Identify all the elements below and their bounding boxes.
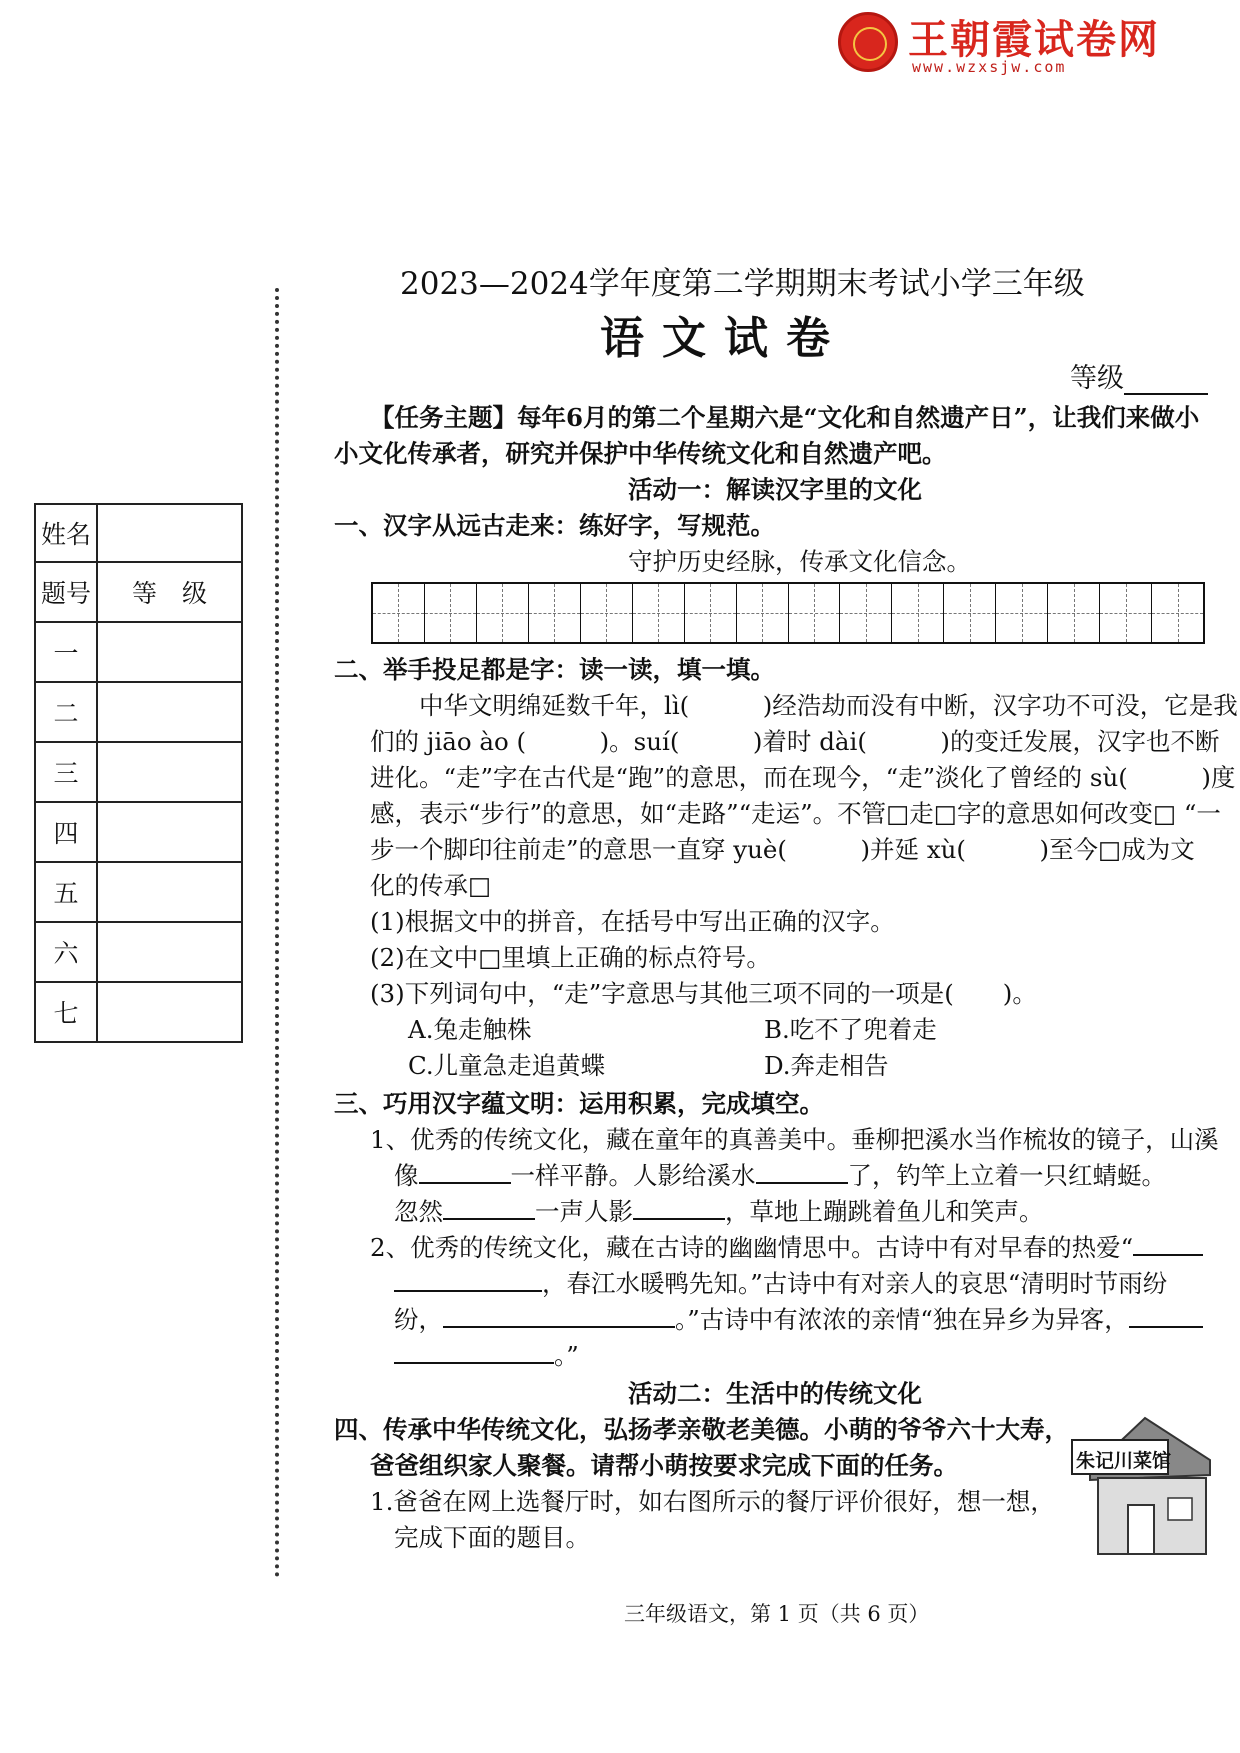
q4-p1-line-2: 完成下面的题目。 — [394, 1523, 590, 1552]
grid-cell[interactable] — [373, 584, 425, 642]
grid-cell[interactable] — [581, 584, 633, 642]
grade-cell[interactable] — [97, 742, 242, 802]
grid-cell[interactable] — [1048, 584, 1100, 642]
text: 一声人影 — [535, 1197, 633, 1226]
grid-cell[interactable] — [633, 584, 685, 642]
page-footer: 三年级语文，第 1 页（共 6 页） — [624, 1602, 930, 1626]
q4-p1-line-1: 1.爸爸在网上选餐厅时，如右图所示的餐厅评价很好，想一想， — [370, 1487, 1055, 1516]
activity-1-heading: 活动一：解读汉字里的文化 — [628, 475, 922, 504]
q3-p1-line-1: 1、优秀的传统文化，藏在童年的真善美中。垂柳把溪水当作梳妆的镜子，山溪 — [370, 1125, 1219, 1154]
q2-option-d[interactable]: D.奔走相告 — [764, 1051, 889, 1080]
grade-cell[interactable] — [97, 982, 242, 1042]
text: ，草地上蹦跳着鱼儿和笑声。 — [725, 1197, 1044, 1226]
name-label: 姓名 — [35, 504, 97, 562]
q3-p2-line-3 — [394, 1302, 1203, 1338]
intro-line-2: 小文化传承者，研究并保护中华传统文化和自然遗产吧。 — [334, 439, 947, 468]
activity-2-heading: 活动二：生活中的传统文化 — [628, 1379, 922, 1408]
text: 像 — [394, 1161, 419, 1190]
q4-title-line-1: 四、传承中华传统文化，弘扬孝亲敬老美德。小萌的爷爷六十大寿， — [334, 1415, 1069, 1444]
q2-passage-line: 中华文明绵延数千年，lì( )经浩劫而没有中断，汉字功不可没，它是我 — [370, 691, 1238, 720]
fill-blank[interactable] — [394, 1266, 542, 1292]
q2-sub-1: (1)根据文中的拼音，在括号中写出正确的汉字。 — [370, 907, 895, 936]
fill-blank[interactable] — [756, 1158, 848, 1184]
q2-passage-line: 进化。“走”字在古代是“跑”的意思，而在现今，“走”淡化了曾经的 sù( )度 — [370, 763, 1236, 792]
q2-passage-line: 步一个脚印往前走”的意思一直穿 yuè( )并延 xù( )至今□成为文 — [370, 835, 1195, 864]
row-label: 四 — [35, 802, 97, 862]
fill-blank[interactable] — [1129, 1302, 1203, 1328]
grid-cell[interactable] — [1152, 584, 1203, 642]
fill-blank[interactable] — [1133, 1230, 1203, 1256]
text: 了，钓竿上立着一只红蜻蜓。 — [847, 1161, 1166, 1190]
grade-cell[interactable] — [97, 802, 242, 862]
grade-blank[interactable] — [1124, 367, 1208, 395]
q2-option-a[interactable]: A.兔走触株 — [408, 1015, 532, 1044]
text: 一样平静。人影给溪水 — [510, 1161, 756, 1190]
q2-title: 二、举手投足都是字：读一读，填一填。 — [334, 655, 775, 684]
student-info-table — [34, 503, 243, 1043]
grid-cell[interactable] — [944, 584, 996, 642]
grade-cell[interactable] — [97, 682, 242, 742]
exam-title: 2023—2024学年度第二学期期末考试小学三年级 — [400, 266, 1085, 302]
binding-dotted-line — [275, 288, 279, 1578]
site-logo — [838, 8, 1162, 76]
logo-url: www.wzxsjw.com — [912, 58, 1067, 76]
fill-blank[interactable] — [419, 1158, 511, 1184]
fill-blank[interactable] — [443, 1194, 535, 1220]
row-label: 二 — [35, 682, 97, 742]
intro-line-1: 【任务主题】每年6月的第二个星期六是“文化和自然遗产日”，让我们来做小 — [370, 403, 1200, 432]
fill-blank[interactable] — [633, 1194, 725, 1220]
grid-cell[interactable] — [892, 584, 944, 642]
restaurant-illustration — [1070, 1400, 1220, 1560]
q2-option-c[interactable]: C.儿童急走追黄蝶 — [408, 1051, 606, 1080]
col-number-header: 题号 — [35, 562, 97, 622]
q3-p1-line-2 — [394, 1158, 1166, 1194]
row-label: 六 — [35, 922, 97, 982]
logo-brand: 王朝霞试卷网 — [908, 17, 1160, 63]
q2-passage-line: 们的 jiāo ào ( )。suí( )着时 dài( )的变迁发展，汉字也不断 — [370, 727, 1220, 756]
text: 纷， — [394, 1305, 443, 1334]
q1-title: 一、汉字从远古走来：练好字，写规范。 — [334, 511, 775, 540]
grid-cell[interactable] — [840, 584, 892, 642]
q3-p1-line-3 — [394, 1194, 1044, 1230]
q2-passage-line: 化的传承□ — [370, 871, 492, 900]
grid-cell[interactable] — [737, 584, 789, 642]
q3-title: 三、巧用汉字蕴文明：运用积累，完成填空。 — [334, 1089, 824, 1118]
grid-cell[interactable] — [996, 584, 1048, 642]
q3-p2-line-1 — [370, 1230, 1203, 1266]
grade-field — [1070, 356, 1208, 395]
q3-p2-line-2 — [394, 1266, 1167, 1302]
row-label: 三 — [35, 742, 97, 802]
fill-blank[interactable] — [394, 1338, 554, 1364]
q4-title-line-2: 爸爸组织家人聚餐。请帮小萌按要求完成下面的任务。 — [370, 1451, 958, 1480]
writing-grid[interactable] — [371, 582, 1205, 644]
q2-option-b[interactable]: B.吃不了兜着走 — [764, 1015, 937, 1044]
restaurant-sign: 朱记川菜馆 — [1076, 1450, 1172, 1472]
row-label: 七 — [35, 982, 97, 1042]
q2-passage-line: 感，表示“步行”的意思，如“走路”“走运”。不管□走□字的意思如何改变□ “一 — [370, 799, 1221, 828]
grid-cell[interactable] — [425, 584, 477, 642]
text: 2、优秀的传统文化，藏在古诗的幽幽情思中。古诗中有对早春的热爱“ — [370, 1233, 1134, 1262]
q1-copy-text: 守护历史经脉，传承文化信念。 — [628, 547, 971, 576]
exam-subtitle: 语文试卷 — [600, 313, 848, 364]
seal-icon — [838, 12, 898, 72]
text: 。” — [554, 1341, 579, 1370]
q2-sub-3: (3)下列词句中，“走”字意思与其他三项不同的一项是( )。 — [370, 979, 1037, 1008]
house-icon — [1070, 1400, 1220, 1560]
grid-cell[interactable] — [1100, 584, 1152, 642]
grid-cell[interactable] — [477, 584, 529, 642]
row-label: 一 — [35, 622, 97, 682]
fill-blank[interactable] — [443, 1302, 675, 1328]
grid-cell[interactable] — [529, 584, 581, 642]
text: ，春江水暖鸭先知。”古诗中有对亲人的哀思“清明时节雨纷 — [542, 1269, 1168, 1298]
text: 。”古诗中有浓浓的亲情“独在异乡为异客， — [675, 1305, 1129, 1334]
q3-p2-line-4 — [394, 1338, 579, 1374]
grid-cell[interactable] — [789, 584, 841, 642]
name-field[interactable] — [97, 504, 242, 562]
grade-cell[interactable] — [97, 922, 242, 982]
text: 忽然 — [394, 1197, 443, 1226]
q2-sub-2: (2)在文中□里填上正确的标点符号。 — [370, 943, 771, 972]
row-label: 五 — [35, 862, 97, 922]
col-grade-header: 等 级 — [97, 562, 242, 622]
grade-label: 等级 — [1070, 363, 1124, 394]
grade-cell[interactable] — [97, 622, 242, 682]
grade-cell[interactable] — [97, 862, 242, 922]
grid-cell[interactable] — [685, 584, 737, 642]
